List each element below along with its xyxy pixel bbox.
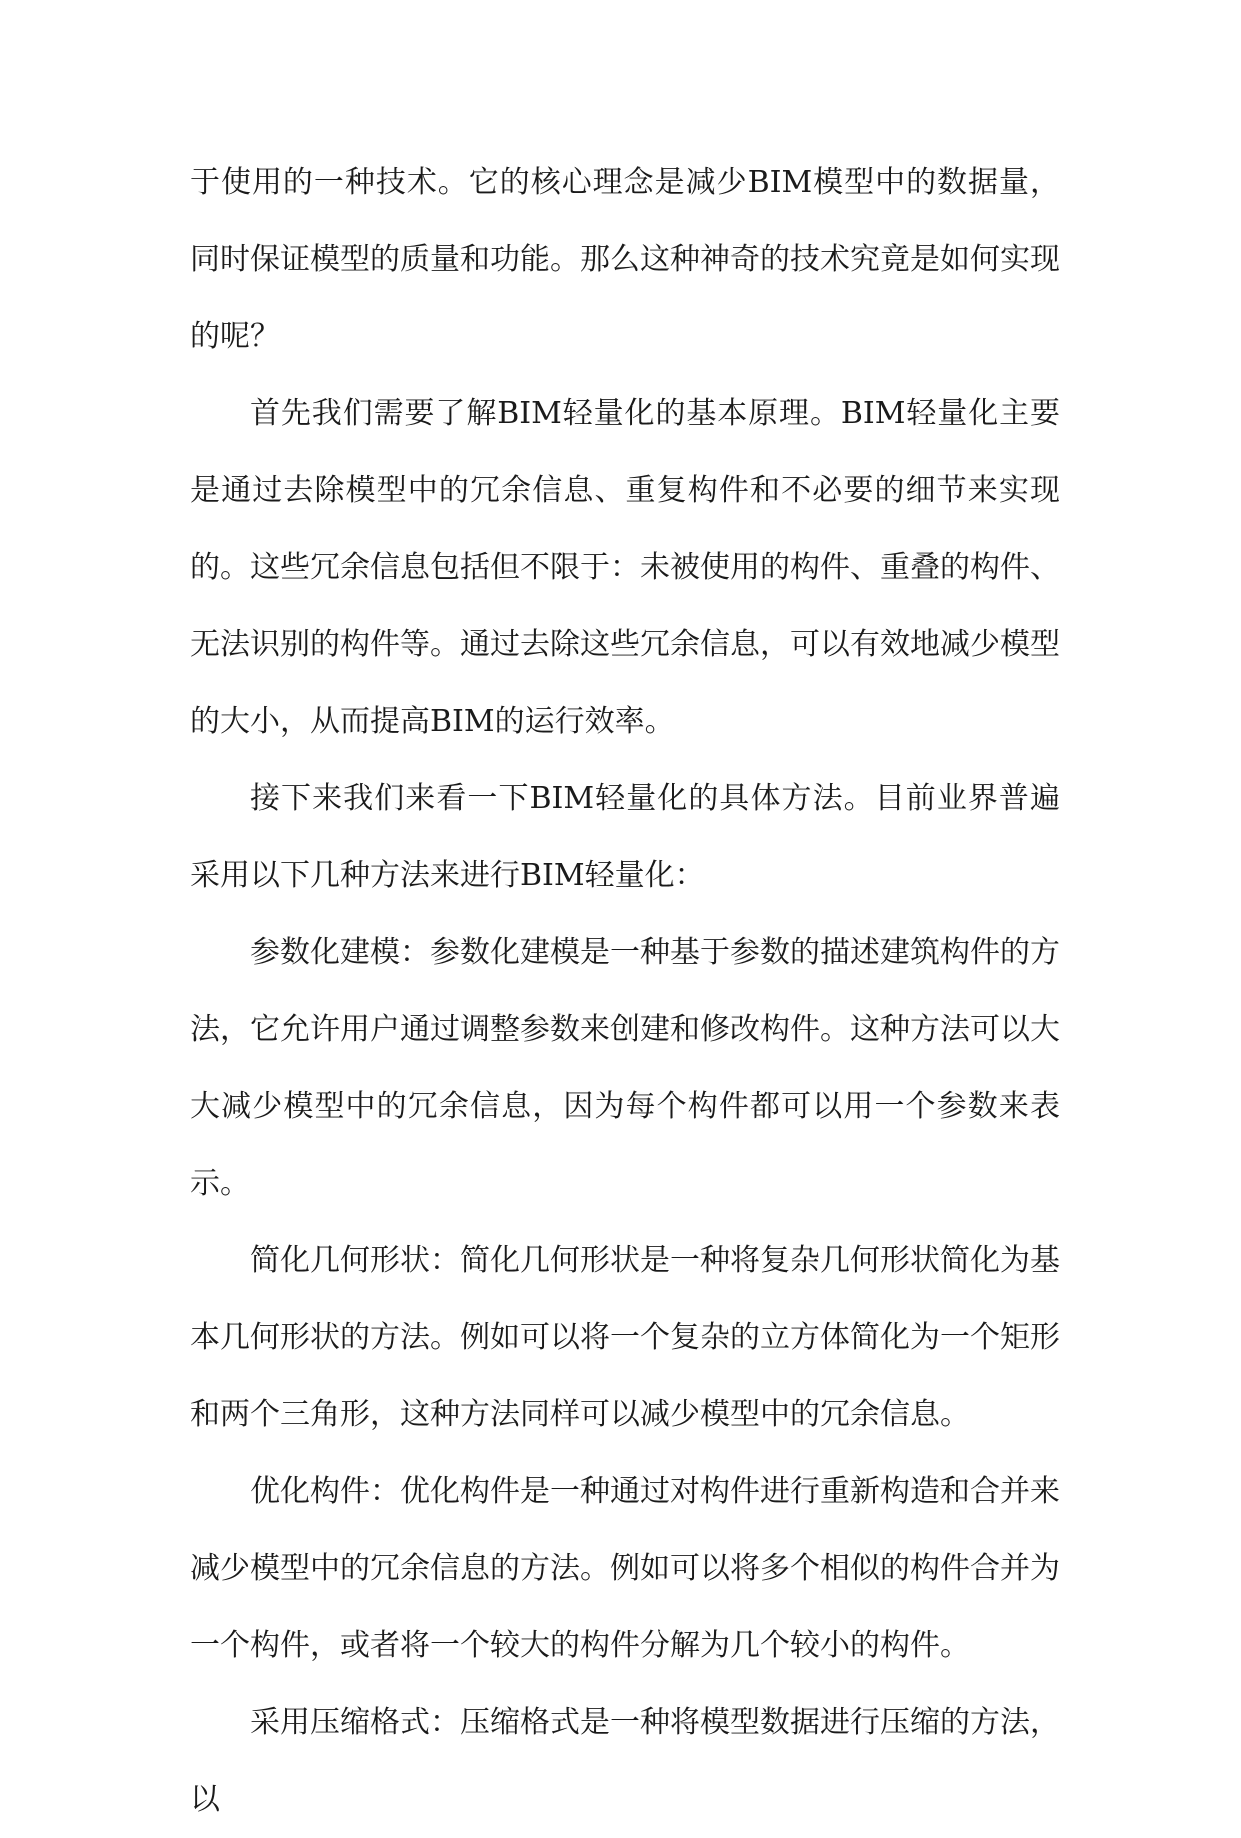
paragraph-1: 于使用的一种技术。它的核心理念是减少BIM模型中的数据量，同时保证模型的质量和功能。那么这种神奇的技术究竟是如何实现的呢？	[190, 165, 1060, 354]
paragraph-6: 优化构件：优化构件是一种通过对构件进行重新构造和合并来减少模型中的冗余信息的方法。例如可以将多个相似的构件合并为一个构件，或者将一个较大的构件分解为几个较小的构件。	[190, 1474, 1060, 1663]
paragraph-3: 接下来我们来看一下BIM轻量化的具体方法。目前业界普遍采用以下几种方法来进行BIM轻量化：	[190, 781, 1060, 893]
paragraph-4: 参数化建模：参数化建模是一种基于参数的描述建筑构件的方法，它允许用户通过调整参数来创建和修改构件。这种方法可以大大减少模型中的冗余信息，因为每个构件都可以用一个参数来表示。	[190, 935, 1060, 1201]
paragraph-2: 首先我们需要了解BIM轻量化的基本原理。BIM轻量化主要是通过去除模型中的冗余信息、重复构件和不必要的细节来实现的。这些冗余信息包括但不限于：未被使用的构件、重叠的构件、无法识别的构件等。通过去除这些冗余信息，可以有效地减少模型的大小，从而提高BIM的运行效率。	[190, 396, 1060, 739]
document-body	[190, 144, 1060, 1838]
paragraph-5: 简化几何形状：简化几何形状是一种将复杂几何形状简化为基本几何形状的方法。例如可以将一个复杂的立方体简化为一个矩形和两个三角形，这种方法同样可以减少模型中的冗余信息。	[190, 1243, 1060, 1432]
paragraph-7: 采用压缩格式：压缩格式是一种将模型数据进行压缩的方法，以	[190, 1705, 1060, 1817]
